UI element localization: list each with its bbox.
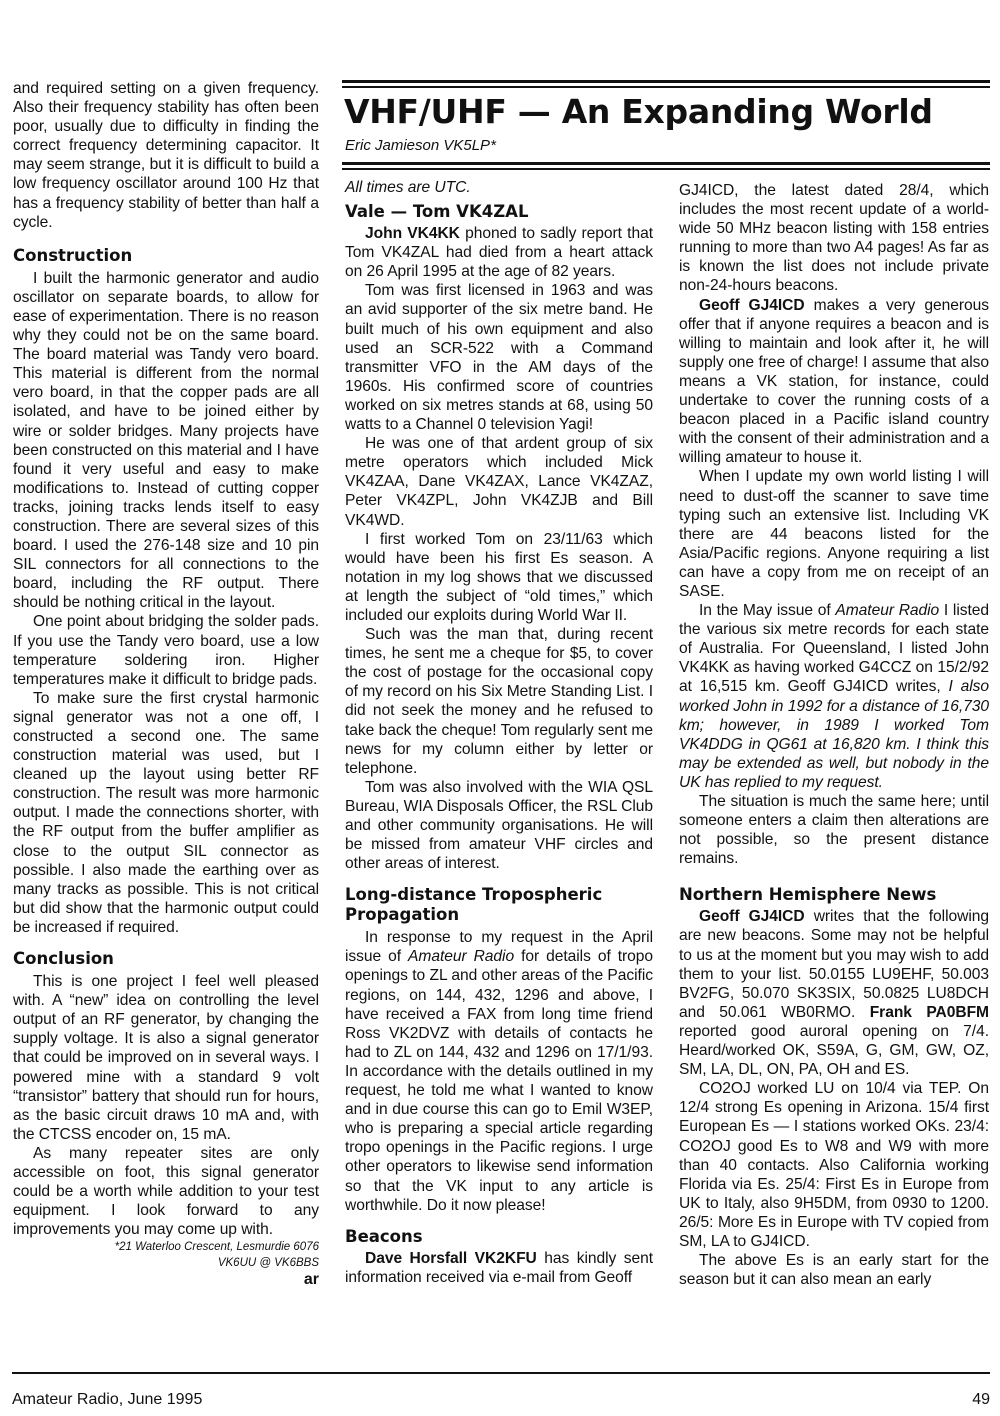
nh-p1-name: Geoff GJ4ICD [699,908,805,926]
footer-rule [12,1372,990,1374]
right-p4-text-b: I listed the various six metre records for each state of Australia. For Queensland, I listed John VK4KK as having worked G4CCZ on 15/2/92 at 16,515 km. Geoff GJ4ICD writes, [679,602,990,696]
vale-paragraph-2: Tom was first licensed in 1963 and was an avid supporter of the six metre band. He built much of his own equipment and also used an SCR-522 with a Command transmitter VFO in the AM days of the 1960s. His confirmed score of countries worked on six metres stands at 68, using 50 watts to a Channel 0 television Yagi! [345,282,653,434]
intro-paragraph: and required setting on a given frequency. Also their frequency stability has often been poor, usually due to difficulty in finding the correct frequency determining capacitor. It may seem strange, but it is difficult to build a low frequency oscillator around 100 Hz that has a frequency stability of better than half a cycle. [13,80,319,231]
tropo-p1-publication: Amateur Radio [408,948,515,966]
tropo-p1-text-b: for details of tropo openings to ZL and other areas of the Pacific regions, on 144, 432, 1296 and above, I have received a FAX from long time friend Ross VK2DVZ with details of contacts he had to ZL on 144, 432 and 1296 on 17/1/93. In accordance with the details outlined in my request, he told me what I wanted to know and in due course this can go to Emil W3EP, who is preparing a special article regarding tropo openings in the Pacific regions. I urge other operators to likewise send information so that the VK input to any article is worthwhile. Do it now please! [345,948,653,1214]
footer-page-number: 49 [972,1391,990,1408]
times-note: All times are UTC. [345,179,471,196]
vale-p1-text: phoned to sadly report that Tom VK4ZAL had died from a heart attack on 26 April 1995 at the age of 82 years. [345,225,653,281]
right-p4-quote: I also worked John in 1992 for a distance of 16,730 km; however, in 1989 I worked Tom VK4DDG in QG61 at 16,820 km. I think this may be extended as well, but nobody in the UK has replied to my request. [679,678,989,791]
left-column [13,79,319,1289]
conclusion-paragraph-2: As many repeater sites are only accessible on foot, this signal generator could be a worth while addition to your test equipment. I look forward to any improvements you may come up with. [13,1144,319,1239]
conclusion-paragraph-1: This is one project I feel well pleased with. A “new” idea on controlling the level output of an RF generator, by changing the supply voltage. It is also a signal generator that could be improved on in several ways. I powered mine with a standard 9 volt “transistor” battery that should run for hours, as the basic circuit draws 10 mA and, with the CTCSS encoder on, 15 mA. [13,973,319,1143]
author-address: *21 Waterloo Crescent, Lesmurdie 6076 [114,1241,319,1254]
vale-paragraph-6: Tom was also involved with the WIA QSL Bureau, WIA Disposals Officer, the RSL Club and other community organisations. He will be missed from amateur VHF circles and other areas of interest. [345,778,653,873]
tropo-heading-line-1: Long-distance Tropospheric [345,885,603,905]
nh-p1-name-2: Frank PA0BFM [869,1003,989,1021]
author-callsign: VK6UU @ VK6BBS [217,1257,319,1270]
title-rule-bottom-2 [342,168,990,170]
tropo-p1-text-a: In response to my request in the April issue of [345,929,653,966]
conclusion-heading: Conclusion [13,949,114,969]
nh-p1-text-b: reported good auroral opening on 7/4. Heard/worked OK, S59A, G, GM, GW, OZ, SM, LA, DL, ON, PA, OH and ES. [679,1022,989,1079]
tropo-heading-line-2: Propagation [345,905,460,925]
construction-paragraph-3: To make sure the first crystal harmonic signal generator was not a one off, I constructed a second one. The same construction material was used, but I cleaned up the layout using better RF construction. The result was more harmonic output. I made the connections shorter, with the RF output from the buffer amplifier as close to the output SIL connector as possible. I also made the earthing over as many tracks as possible. This is not critical but did show that the harmonic output could be increased if required. [13,689,319,936]
right-p2-name: Geoff GJ4ICD [699,296,805,314]
construction-paragraph-2: One point about bridging the solder pads. If you use the Tandy vero board, use a low temperature soldering iron. Higher temperatures make it difficult to bridge pads. [13,613,319,688]
tropo-paragraph-1 [345,928,653,1214]
vale-paragraph-4: I first worked Tom on 23/11/63 which would have been his first Es season. A notation in my log shows that we discussed at length the subject of “old times,” which included our exploits during World War II. [345,530,653,624]
vale-paragraph-5: Such was the man that, during recent times, he sent me a cheque for $5, to cover the cost of postage for the occasional copy of my record on his Six Metre Standing List. I did not seek the money and he refused to take back the cheque! Tom regularly sent me news for my column either by letter or telephone. [345,626,653,777]
right-paragraph-1: GJ4ICD, the latest dated 28/4, which includes the most recent update of a world-wide 50 MHz beacon listing with 158 entries running to more than two A4 pages! As far as is known the list does not include private non-24-hours beacons. [679,182,989,295]
right-p2-text: makes a very generous offer that if anyone requires a beacon and is willing to maintain and look after it, he will supply one free of charge! I assume that also means a VK station, for instance, could undertake to cover the running costs of a beacon placed in a Pacific island country with the consent of their administration and a willing amateur to house it. [679,296,989,467]
right-paragraph-4 [679,601,989,792]
article-title: VHF/UHF — An Expanding World [344,92,933,131]
northern-paragraph-2: CO2OJ worked LU on 10/4 via TEP. On 12/4 strong Es opening in Arizona. 15/4 first European Es — I stations worked OKs. 23/4: CO2OJ good Es to W8 and W9 with more than 40 contacts. Also California working Florida via Es. 25/4: First Es in Europe from UK to Italy, also 9H5DM, from 0930 to 1200. 26/5: More Es in Europe with TV copied from SM, LA to GJ4ICD. [679,1080,989,1250]
right-paragraph-5: The situation is much the same here; until someone enters a claim then alterations are not possible, so the present distance remains. [679,793,989,868]
vale-paragraph-3: He was one of that ardent group of six metre operators which included Mick VK4ZAA, Dane VK4ZAX, Lance VK4ZAZ, Peter VK4ZPL, John VK4ZJB and Bill VK4WD. [345,435,653,529]
vale-p1-name: John VK4KK [365,225,460,243]
northern-paragraph-3: The above Es is an early start for the season but it can also mean an early [679,1252,989,1289]
right-p4-publication: Amateur Radio [835,602,940,620]
right-p4-text-a: In the May issue of [699,602,836,620]
beacons-heading: Beacons [345,1226,423,1246]
beacons-paragraph-1 [345,1249,653,1287]
footer-publication: Amateur Radio, June 1995 [12,1391,203,1408]
right-paragraph-3: When I update my own world listing I will need to dust-off the scanner to save time typing such an extensive list. Including VK there are 44 beacons listed for the Asia/Pacific regions. Anyone requiring a list can have a copy from me on receipt of an SASE. [679,468,989,600]
northern-paragraph-1 [679,907,989,1079]
article-byline: Eric Jamieson VK5LP* [345,137,496,154]
beacons-p1-text: has kindly sent information received via e-mail from Geoff [345,1249,654,1286]
vale-heading: Vale — Tom VK4ZAL [345,202,529,222]
title-rule-top-1 [342,80,990,83]
construction-heading: Construction [13,245,133,265]
beacons-p1-name: Dave Horsfall VK2KFU [365,1249,537,1267]
right-paragraph-2 [679,296,989,468]
article-end-mark: ar [303,1271,319,1289]
middle-column [345,178,653,1287]
right-column [679,181,989,1289]
construction-paragraph-1: I built the harmonic generator and audio oscillator on separate boards, to allow for ease of experimentation. There is no reason why they could not be on the same board. The board material was Tandy vero board. This material is different from the normal vero board, in that the copper pads are all isolated, and have to be joined either by wire or solder bridges. Many projects have been constructed on this material and I have found it very useful and easy to make modifications to. Instead of cutting copper tracks, joining tracks lends itself to easy construction. There are several sizes of this board. I used the 276-148 size and 10 pin SIL connectors for all connections to the board, including the RF output. There should be nothing critical in the layout. [13,269,319,612]
title-rule-top-2 [342,86,990,88]
vale-paragraph-1 [345,224,653,281]
nh-p1-text-a: writes that the following are new beacons. Some may not be helpful to us at the moment but you may wish to add them to your list. 50.0155 LU9EHF, 50.003 BV2FG, 50.070 SK3SIX, 50.0825 LU8DCH and 50.061 WB0RMO. [679,908,989,1021]
northern-hemisphere-heading: Northern Hemisphere News [679,885,937,905]
title-rule-bottom-1 [342,162,990,165]
